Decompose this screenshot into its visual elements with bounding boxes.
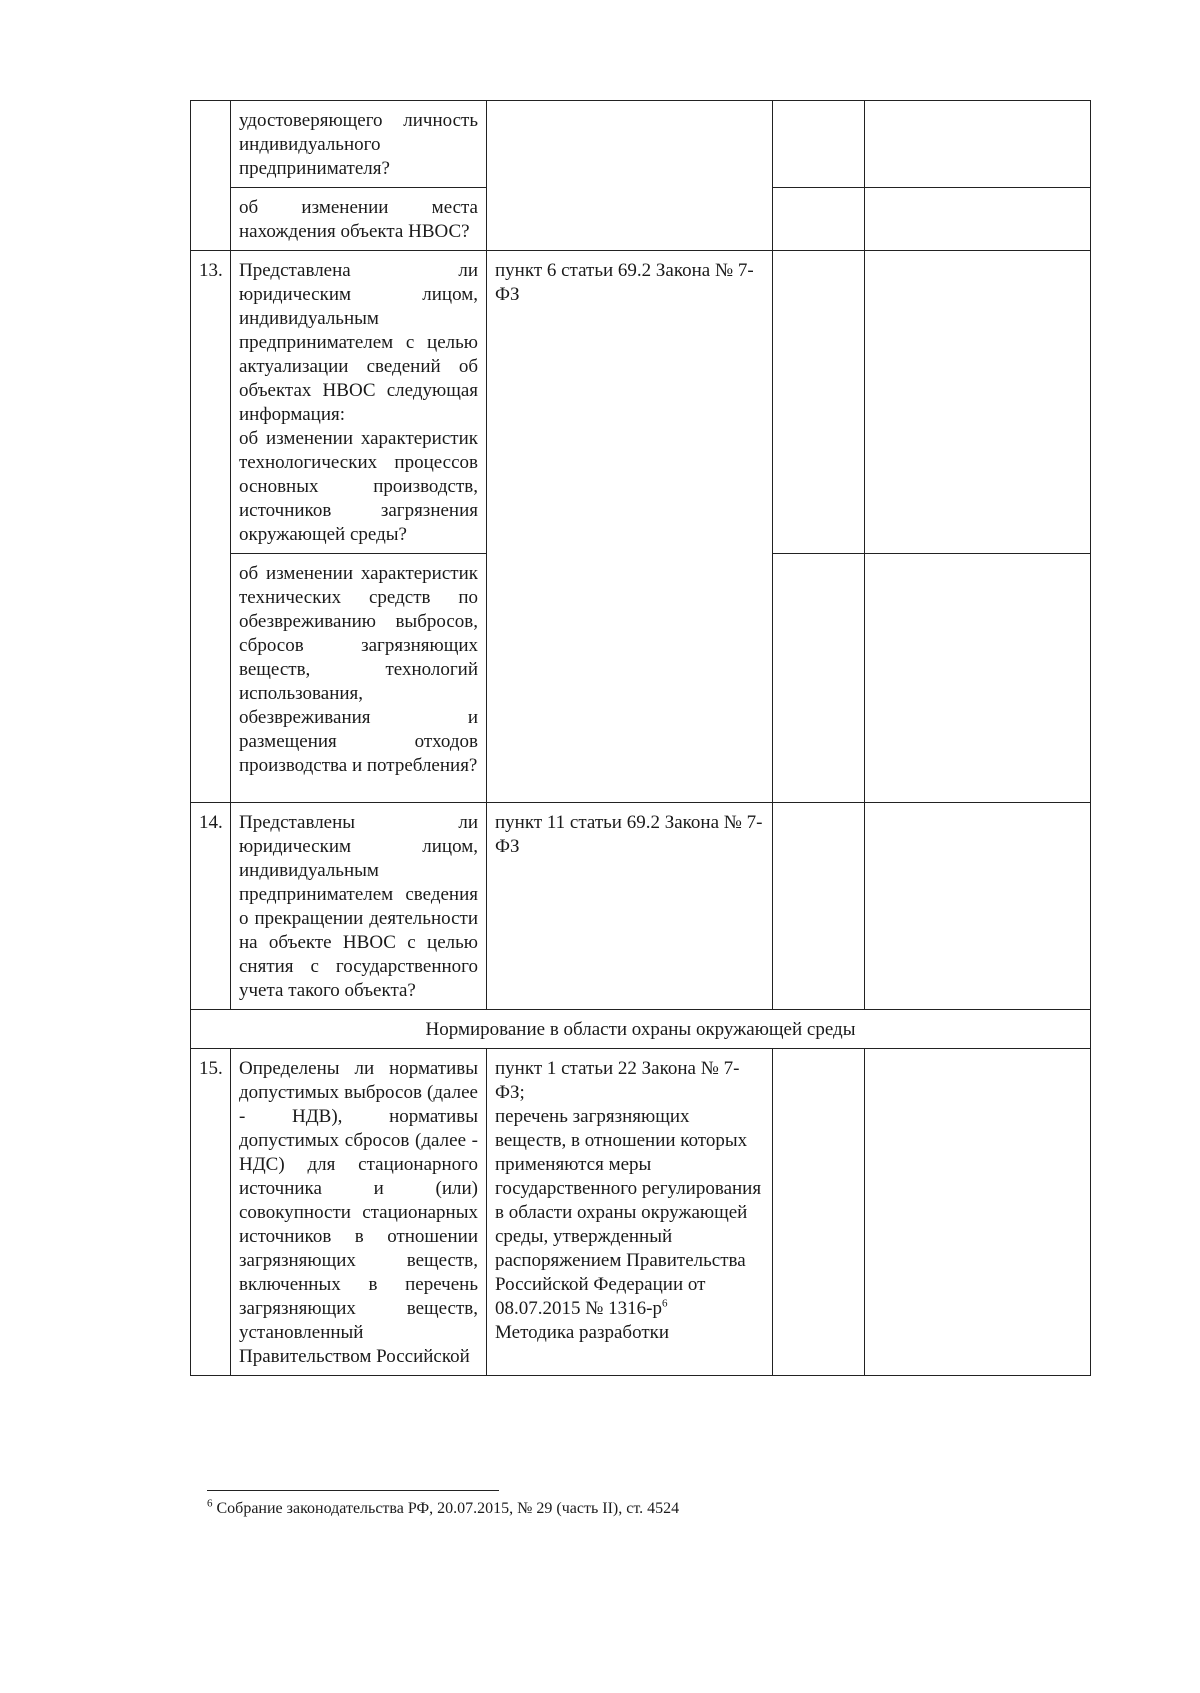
table-row — [191, 1049, 1091, 1376]
row-number: 13. — [191, 251, 231, 803]
footnote-text: Собрание законодательства РФ, 20.07.2015, № 29 (часть II), ст. 4524 — [212, 1500, 680, 1517]
question-cell: об изменении характеристик технических средств по обезвреживанию выбросов, сбросов загрязняющих веществ, технологий использования, обезвреживания и размещения отходов производства и потребления? — [231, 554, 487, 803]
row-number: 15. — [191, 1049, 231, 1376]
section-title: Нормирование в области охраны окружающей среды — [191, 1010, 1091, 1049]
answer-cell — [773, 803, 865, 1010]
question-text: об изменении характеристик технологических процессов основных производств, источников загрязнения окружающей среды? — [239, 428, 478, 545]
footnote-ref: 6 — [661, 1297, 668, 1310]
table-row — [191, 1010, 1091, 1049]
question-cell — [231, 251, 487, 554]
footnote — [207, 1497, 680, 1518]
table-row — [191, 251, 1091, 554]
answer-cell — [773, 101, 865, 188]
basis-text: Методика разработки — [495, 1322, 670, 1343]
note-cell — [865, 101, 1091, 188]
basis-cell — [487, 101, 773, 251]
table-row — [191, 101, 1091, 188]
basis-text: пункт 1 статьи 22 Закона № 7-ФЗ; — [495, 1058, 740, 1103]
answer-cell — [773, 554, 865, 803]
row-number — [191, 101, 231, 251]
question-cell: Определены ли нормативы допустимых выбросов (далее - НДВ), нормативы допустимых сбросов (далее - НДС) для стационарного источника и (или) совокупности стационарных источников в отношении загрязняющих веществ, включенных в перечень загрязняющих веществ, установленный Правительством Российской — [231, 1049, 487, 1376]
basis-cell: пункт 6 статьи 69.2 Закона № 7-ФЗ — [487, 251, 773, 803]
question-cell: об изменении места нахождения объекта НВОС? — [231, 188, 487, 251]
answer-cell — [773, 188, 865, 251]
note-cell — [865, 554, 1091, 803]
basis-cell: пункт 11 статьи 69.2 Закона № 7-ФЗ — [487, 803, 773, 1010]
basis-text: перечень загрязняющих веществ, в отношении которых применяются меры государственного регулирования в области охраны окружающей среды, утвержденный распоряжением Правительства Российской Федерации от 08.07.2015 № $1316-р^6$ — [495, 1106, 762, 1319]
answer-cell — [773, 251, 865, 554]
note-cell — [865, 1049, 1091, 1376]
note-cell — [865, 803, 1091, 1010]
note-cell — [865, 188, 1091, 251]
question-cell: удостоверяющего личность индивидуального предпринимателя? — [231, 101, 487, 188]
note-cell — [865, 251, 1091, 554]
table-row — [191, 803, 1091, 1010]
footnote-separator — [207, 1490, 499, 1491]
checklist-table — [190, 100, 1091, 1376]
footnote-marker: 6 — [207, 1497, 213, 1510]
row-number: 14. — [191, 803, 231, 1010]
question-cell: Представлены ли юридическим лицом, индивидуальным предпринимателем сведения о прекращении деятельности на объекте НВОС с целью снятия с государственного учета такого объекта? — [231, 803, 487, 1010]
answer-cell — [773, 1049, 865, 1376]
question-text: Представлена ли юридическим лицом, индивидуальным предпринимателем с целью актуализации сведений об объектах НВОС следующая информация: — [239, 260, 478, 425]
basis-cell — [487, 1049, 773, 1376]
